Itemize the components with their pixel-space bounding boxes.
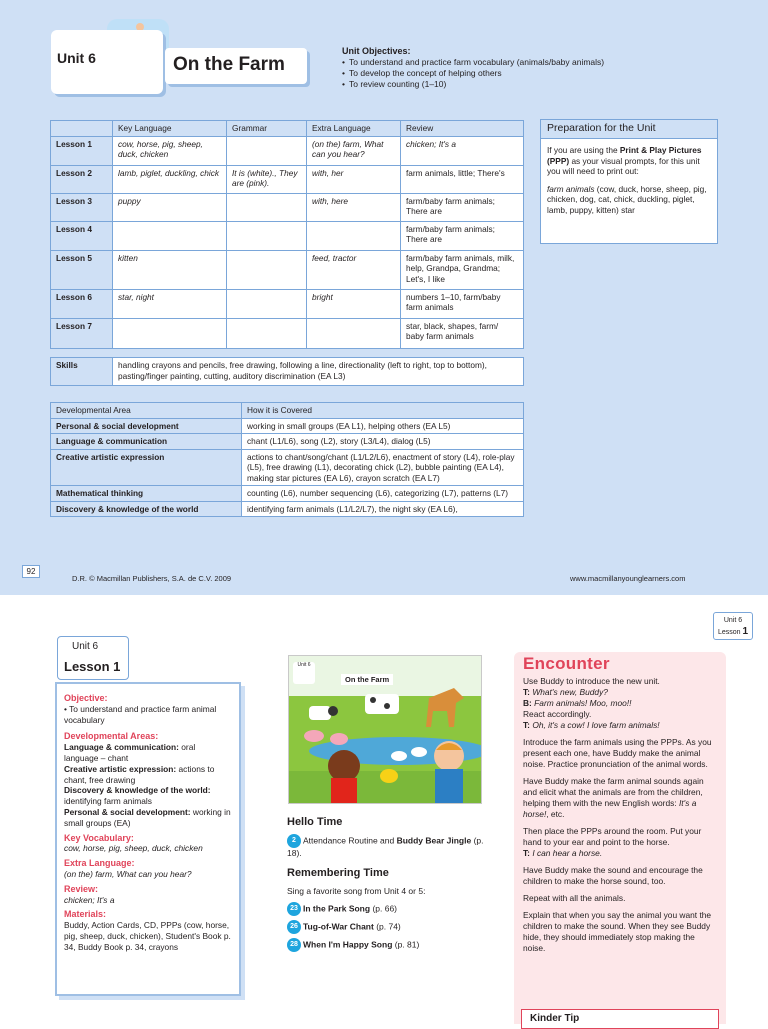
lesson-cell: Lesson 4: [51, 221, 113, 250]
cell: numbers 1–10, farm/baby farm animals: [401, 289, 524, 318]
line: What's new, Buddy?: [532, 687, 608, 697]
skills-text: handling crayons and pencils, free drawing, following a line, directionality (left to right, top to bottom), pasting/finger painting, cutting, auditory discrimination (EA L3): [113, 358, 524, 386]
hello-page: (p. 18).: [287, 835, 484, 858]
vocab-text: cow, horse, pig, sheep, duck, chicken: [64, 843, 203, 854]
cell: actions to chant/song/chant (L1/L2/L6), enactment of story (L4), role-play (L5), free drawing (L1), decorating chick (L2), bubble painting (EA L4), making star pictures (EA L6), crayon scratch (EA L7): [242, 449, 524, 486]
p3-text: Have Buddy make the farm animal sounds again and elicit what the animals are from the children, helping them with the new English words:: [523, 776, 704, 808]
illus-unit-badge: Unit 6: [293, 662, 315, 684]
materials-text: Buddy, Action Cards, CD, PPPs (cow, horse, pig, sheep, duck, chicken), Student's Book p. 34, Buddy Book p. 34, crayons: [64, 920, 231, 952]
lesson-box: [57, 636, 129, 680]
p3-italic: It's a horse!: [523, 798, 697, 819]
illus-title: On the Farm: [341, 674, 393, 685]
cell: feed, tractor: [307, 250, 401, 289]
encounter-p1: Use Buddy to introduce the new unit.: [523, 676, 660, 686]
lesson-cell: Lesson 5: [51, 250, 113, 289]
cell: identifying farm animals (L1/L2/L7), the night sky (EA L6),: [242, 501, 524, 517]
cell: with, here: [307, 193, 401, 221]
encounter-p2: Introduce the farm animals using the PPPs. As you present each one, have Buddy make the animal noise. Practice pronunciation of the animal words.: [523, 737, 712, 769]
objective-item: • To review counting (1–10): [342, 79, 672, 90]
lesson-cell: Lesson 2: [51, 165, 113, 193]
hello-jingle: Buddy Bear Jingle: [396, 835, 472, 846]
speaker: T:: [523, 687, 530, 697]
song-page: (p. 74): [373, 921, 401, 932]
cell: working in small groups (EA L1), helping others (EA L5): [242, 418, 524, 434]
encounter-react: React accordingly.: [523, 709, 592, 719]
cell: cow, horse, pig, sheep, duck, chicken: [113, 136, 227, 165]
song-page: (p. 66): [370, 903, 398, 914]
hello-time-heading: Hello Time: [287, 816, 343, 828]
song-item: [287, 920, 487, 934]
dialog-line: [523, 848, 717, 859]
table-row: [51, 501, 524, 517]
table-row: [51, 221, 524, 250]
lesson-box-unit: Unit 6: [72, 641, 99, 652]
cell: farm/baby farm animals; There are: [401, 221, 524, 250]
dev-area-text: working in small groups (EA): [64, 806, 231, 828]
cell: [227, 289, 307, 318]
dev-area: [64, 742, 232, 764]
encounter-panel: [514, 652, 726, 1024]
table-row: [51, 193, 524, 221]
footer-url: www.macmillanyounglearners.com: [570, 574, 686, 583]
col-header: [51, 121, 113, 137]
review-text: chicken; It's a: [64, 894, 115, 905]
lesson-cell: Lesson 3: [51, 193, 113, 221]
unit-number-box: [51, 30, 163, 94]
table-row: [51, 318, 524, 348]
cell: [307, 221, 401, 250]
cd-track-icon: 23: [287, 902, 301, 916]
copyright: D.R. © Macmillan Publishers, S.A. de C.V. 2009: [72, 574, 232, 583]
dev-area: [64, 807, 232, 829]
table-row: [51, 289, 524, 318]
dialog-line: [523, 687, 717, 698]
preparation-box: [540, 119, 718, 244]
objectives-heading: Unit Objectives:: [342, 46, 411, 56]
cell: [113, 221, 227, 250]
p3-end: , etc.: [546, 809, 565, 819]
developmental-table: [50, 402, 524, 517]
tag-lesson: Lesson: [717, 629, 741, 636]
unit-title: On the Farm: [165, 48, 307, 84]
encounter-p3: [523, 776, 717, 820]
table-row: [51, 136, 524, 165]
cell: with, her: [307, 165, 401, 193]
dev-area-text: oral language – chant: [64, 742, 196, 763]
area-cell: Discovery & knowledge of the world: [51, 501, 242, 517]
table-row: [51, 165, 524, 193]
farm-illustration: [288, 655, 482, 804]
dialog-line: [523, 698, 717, 709]
objective-value: To understand and practice farm animal vocabulary: [64, 703, 217, 725]
table-row: [51, 486, 524, 502]
song-name: In the Park Song: [303, 903, 371, 914]
cell: chant (L1/L6), song (L2), story (L3/L4), dialog (L5): [242, 434, 524, 450]
song-item: [287, 902, 487, 916]
speaker: T:: [523, 848, 530, 858]
cell: counting (L6), number sequencing (L6), categorizing (L7), patterns (L7): [242, 486, 524, 502]
objective-item: • To understand and practice farm vocabulary (animals/baby animals): [342, 57, 672, 68]
lesson-cell: Lesson 6: [51, 289, 113, 318]
cell: [307, 318, 401, 348]
table-row: [51, 250, 524, 289]
song-item: [287, 938, 487, 952]
unit-lesson-tag: [713, 612, 753, 640]
cd-track-icon: 28: [287, 938, 301, 952]
extra-heading: Extra Language:: [64, 858, 135, 869]
cell: (on the) farm, What can you hear?: [307, 136, 401, 165]
extra-text: (on the) farm, What can you hear?: [64, 868, 192, 879]
hello-text: Attendance Routine and: [303, 835, 397, 846]
cell: star, night: [113, 289, 227, 318]
cd-track-icon: 26: [287, 920, 301, 934]
unit-objectives: [342, 46, 672, 90]
table-row: [51, 434, 524, 450]
dev-area: [64, 785, 232, 807]
encounter-p5: Have Buddy make the sound and encourage the children to make the horse sound, too.: [523, 865, 703, 886]
prep-text: If you are using the: [547, 145, 620, 155]
encounter-title: Encounter: [523, 654, 610, 673]
speaker: T:: [523, 720, 530, 730]
encounter-p7: Explain that when you say the animal you want the children to make the sound. When they see Buddy hide, they should immediately stop making the noise.: [523, 910, 712, 953]
area-cell: Creative artistic expression: [51, 449, 242, 486]
table-row: [51, 449, 524, 486]
dev-area-label: Discovery & knowledge of the world:: [64, 785, 211, 796]
cd-track-icon: 2: [287, 834, 301, 848]
table-row: [51, 418, 524, 434]
cell: farm/baby farm animals; There are: [401, 193, 524, 221]
dialog-line: [523, 720, 717, 731]
page-number: 92: [22, 565, 40, 578]
cell: lamb, piglet, duckling, chick: [113, 165, 227, 193]
prep-text: as your visual prompts, for this unit you will need to print out:: [547, 155, 700, 176]
review-heading: Review:: [64, 883, 99, 894]
unit-number: Unit 6: [57, 50, 96, 66]
lesson-cell: Lesson 1: [51, 136, 113, 165]
line: Oh, it's a cow! I love farm animals!: [532, 720, 660, 730]
area-cell: Mathematical thinking: [51, 486, 242, 502]
dev-area-label: Creative artistic expression:: [64, 763, 177, 774]
dev-area-text: actions to chant, free drawing: [64, 763, 215, 785]
col-header: Grammar: [227, 121, 307, 137]
preparation-body: [541, 139, 717, 221]
area-cell: Personal & social development: [51, 418, 242, 434]
remembering-intro: Sing a favorite song from Unit 4 or 5:: [287, 886, 426, 896]
cell: bright: [307, 289, 401, 318]
cell: [113, 318, 227, 348]
materials-heading: Materials:: [64, 909, 107, 920]
cell: [227, 250, 307, 289]
line: I can hear a horse.: [532, 848, 603, 858]
cell: [227, 136, 307, 165]
song-name: Tug-of-War Chant: [303, 921, 374, 932]
dev-areas-heading: Developmental Areas:: [64, 731, 159, 742]
dev-area-label: Language & communication:: [64, 742, 179, 753]
dev-area-label: Personal & social development:: [64, 806, 191, 817]
prep-list: (cow, duck, horse, sheep, pig, chicken, dog, cat, chick, duckling, piglet, lamb, puppy, kitten) star: [547, 183, 707, 215]
cell: kitten: [113, 250, 227, 289]
col-header: Review: [401, 121, 524, 137]
song-name: When I'm Happy Song: [303, 939, 393, 950]
hello-time-text: [287, 834, 487, 859]
cell: star, black, shapes, farm/ baby farm animals: [401, 318, 524, 348]
tag-unit: Unit 6: [723, 617, 743, 624]
kinder-tip-box: Kinder Tip: [521, 1009, 719, 1029]
lesson-box-lesson: Lesson 1: [64, 659, 121, 674]
skills-table: [50, 357, 524, 386]
col-header: How it is Covered: [242, 403, 524, 419]
lesson-cell: Lesson 7: [51, 318, 113, 348]
tag-lesson-num: 1: [742, 626, 749, 637]
cell: [227, 193, 307, 221]
encounter-p6: Repeat with all the animals.: [523, 893, 626, 903]
cell: [227, 318, 307, 348]
prep-ppp: Print & Play Pictures (PPP): [547, 145, 702, 166]
remembering-time-heading: Remembering Time: [287, 867, 389, 879]
song-page: (p. 81): [392, 939, 420, 950]
dev-area-text: identifying farm animals: [64, 796, 152, 807]
objective-text: • To understand and practice farm animal vocabulary: [64, 703, 217, 725]
cell: farm animals, little; There's: [401, 165, 524, 193]
col-header: Key Language: [113, 121, 227, 137]
col-header: Extra Language: [307, 121, 401, 137]
lesson-info-panel: [55, 682, 241, 996]
skills-label: Skills: [51, 358, 113, 386]
prep-farm-animals: farm animals: [547, 183, 595, 194]
speaker: B:: [523, 698, 532, 708]
vocab-heading: Key Vocabulary:: [64, 832, 134, 843]
cell: [227, 221, 307, 250]
cell: puppy: [113, 193, 227, 221]
objective-item: • To develop the concept of helping others: [342, 68, 672, 79]
objective-heading: Objective:: [64, 693, 108, 703]
cell: farm/baby farm animals, milk, help, Grandpa, Grandma; Let's, I like: [401, 250, 524, 289]
line: Farm animals! Moo, moo!!: [534, 698, 632, 708]
lessons-table: [50, 120, 524, 349]
dev-area: [64, 764, 232, 786]
preparation-title: Preparation for the Unit: [541, 120, 717, 139]
cell: It is (white)., They are (pink).: [227, 165, 307, 193]
encounter-p4: Then place the PPPs around the room. Put your hand to your ear and point to the horse.: [523, 826, 702, 847]
cell: chicken; It's a: [401, 136, 524, 165]
area-cell: Language & communication: [51, 434, 242, 450]
col-header: Developmental Area: [51, 403, 242, 419]
